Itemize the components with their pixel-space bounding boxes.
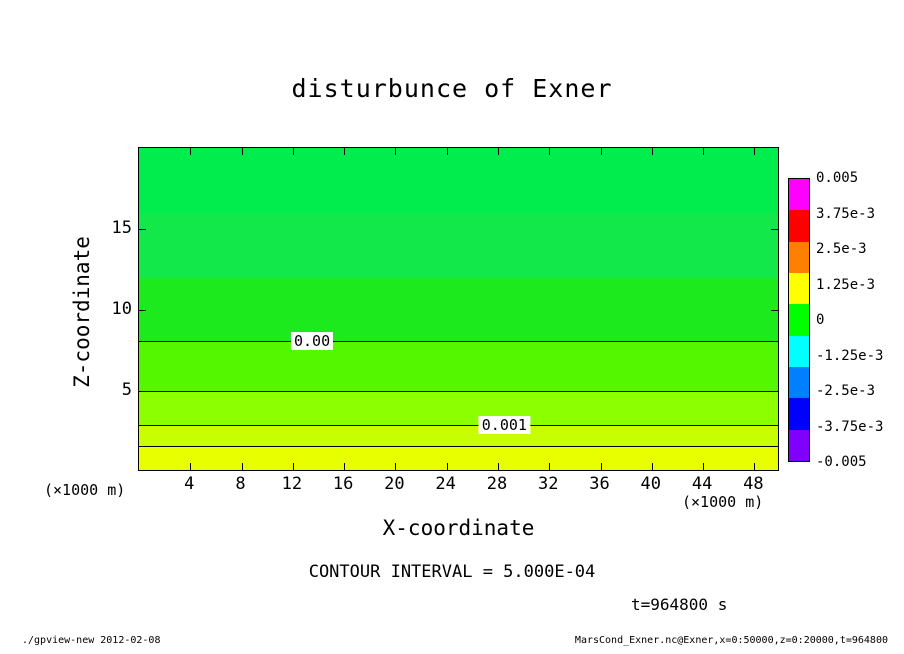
y-tick-mark xyxy=(771,391,778,392)
y-axis-unit: (×1000 m) xyxy=(44,481,126,499)
y-tick-label: 5 xyxy=(121,380,132,400)
y-tick-mark xyxy=(771,229,778,230)
colorbar-cell xyxy=(789,367,809,398)
x-axis-title: X-coordinate xyxy=(382,516,535,540)
colorbar-cell xyxy=(789,242,809,273)
colorbar-label: -2.5e-3 xyxy=(816,383,876,399)
x-tick-label: 36 xyxy=(589,474,610,494)
x-tick-mark xyxy=(242,148,243,155)
y-tick-mark xyxy=(139,229,146,230)
contour-line xyxy=(139,391,778,392)
x-tick-label: 44 xyxy=(691,474,713,494)
colorbar-cell xyxy=(789,273,809,304)
x-tick-mark xyxy=(190,463,191,470)
y-tick-label: 10 xyxy=(111,299,132,319)
y-tick-mark xyxy=(771,310,778,311)
x-tick-mark xyxy=(601,463,602,470)
colorbar-label: 0.005 xyxy=(816,170,859,186)
x-tick-label: 20 xyxy=(384,474,405,494)
x-tick-label: 4 xyxy=(184,474,195,494)
x-tick-mark xyxy=(190,148,191,155)
contour-band xyxy=(139,148,778,213)
colorbar-label: 3.75e-3 xyxy=(816,205,876,222)
colorbar-cell xyxy=(789,336,809,367)
contour-interval-label: CONTOUR INTERVAL = 5.000E-04 xyxy=(308,562,596,582)
colorbar-label: 1.25e-3 xyxy=(816,276,876,293)
x-tick-label: 12 xyxy=(281,474,303,494)
contour-band xyxy=(139,278,778,341)
x-tick-mark xyxy=(601,148,602,155)
y-tick-label: 15 xyxy=(111,218,132,238)
colorbar-label: 0 xyxy=(816,312,825,328)
x-tick-mark xyxy=(754,463,755,470)
x-tick-label: 40 xyxy=(640,474,662,494)
colorbar-cell xyxy=(789,210,809,241)
contour-label: 0.00 xyxy=(291,332,333,350)
x-tick-mark xyxy=(754,148,755,155)
colorbar-cell xyxy=(789,304,809,335)
x-tick-mark xyxy=(498,463,499,470)
colorbar-label: 2.5e-3 xyxy=(816,241,867,257)
footer-left-text: ./gpview-new 2012-02-08 xyxy=(22,635,161,646)
x-tick-label: 8 xyxy=(235,474,246,494)
contour-band xyxy=(139,425,778,446)
y-tick-mark xyxy=(139,310,146,311)
x-tick-mark xyxy=(652,463,653,470)
colorbar-cell xyxy=(789,430,809,461)
x-tick-mark xyxy=(447,148,448,155)
x-tick-mark xyxy=(293,463,294,470)
contour-band xyxy=(139,213,778,278)
plot-area xyxy=(138,147,779,471)
contour-band xyxy=(139,446,778,471)
colorbar-cell xyxy=(789,398,809,429)
colorbar xyxy=(788,178,810,462)
y-tick-mark xyxy=(139,391,146,392)
colorbar-label: -1.25e-3 xyxy=(816,347,884,364)
contour-line xyxy=(139,341,778,342)
x-axis-unit: (×1000 m) xyxy=(682,493,764,511)
x-tick-mark xyxy=(703,463,704,470)
contour-line xyxy=(139,425,778,426)
y-axis-title: Z-coordinate xyxy=(70,236,94,388)
x-tick-mark xyxy=(395,463,396,470)
contour-line xyxy=(139,446,778,447)
x-tick-mark xyxy=(498,148,499,155)
x-tick-label: 28 xyxy=(486,474,508,494)
x-tick-mark xyxy=(447,463,448,470)
contour-band xyxy=(139,391,778,425)
x-tick-mark xyxy=(242,463,243,470)
x-tick-mark xyxy=(549,463,550,470)
x-tick-mark xyxy=(703,148,704,155)
time-label: t=964800 s xyxy=(631,595,728,614)
x-tick-label: 48 xyxy=(743,474,764,494)
page-title: disturbunce of Exner xyxy=(291,74,613,103)
footer-right-text: MarsCond_Exner.nc@Exner,x=0:50000,z=0:20000,t=964800 xyxy=(574,635,888,646)
x-tick-label: 32 xyxy=(537,474,559,494)
colorbar-cell xyxy=(789,179,809,210)
x-tick-mark xyxy=(652,148,653,155)
x-tick-label: 24 xyxy=(435,474,456,494)
contour-band xyxy=(139,341,778,391)
colorbar-label: -3.75e-3 xyxy=(816,418,884,435)
contour-label: 0.001 xyxy=(479,416,530,434)
x-tick-label: 16 xyxy=(332,474,354,494)
x-tick-mark xyxy=(344,463,345,470)
x-tick-mark xyxy=(293,148,294,155)
x-tick-mark xyxy=(344,148,345,155)
x-tick-mark xyxy=(549,148,550,155)
colorbar-label: -0.005 xyxy=(816,454,867,470)
x-tick-mark xyxy=(395,148,396,155)
